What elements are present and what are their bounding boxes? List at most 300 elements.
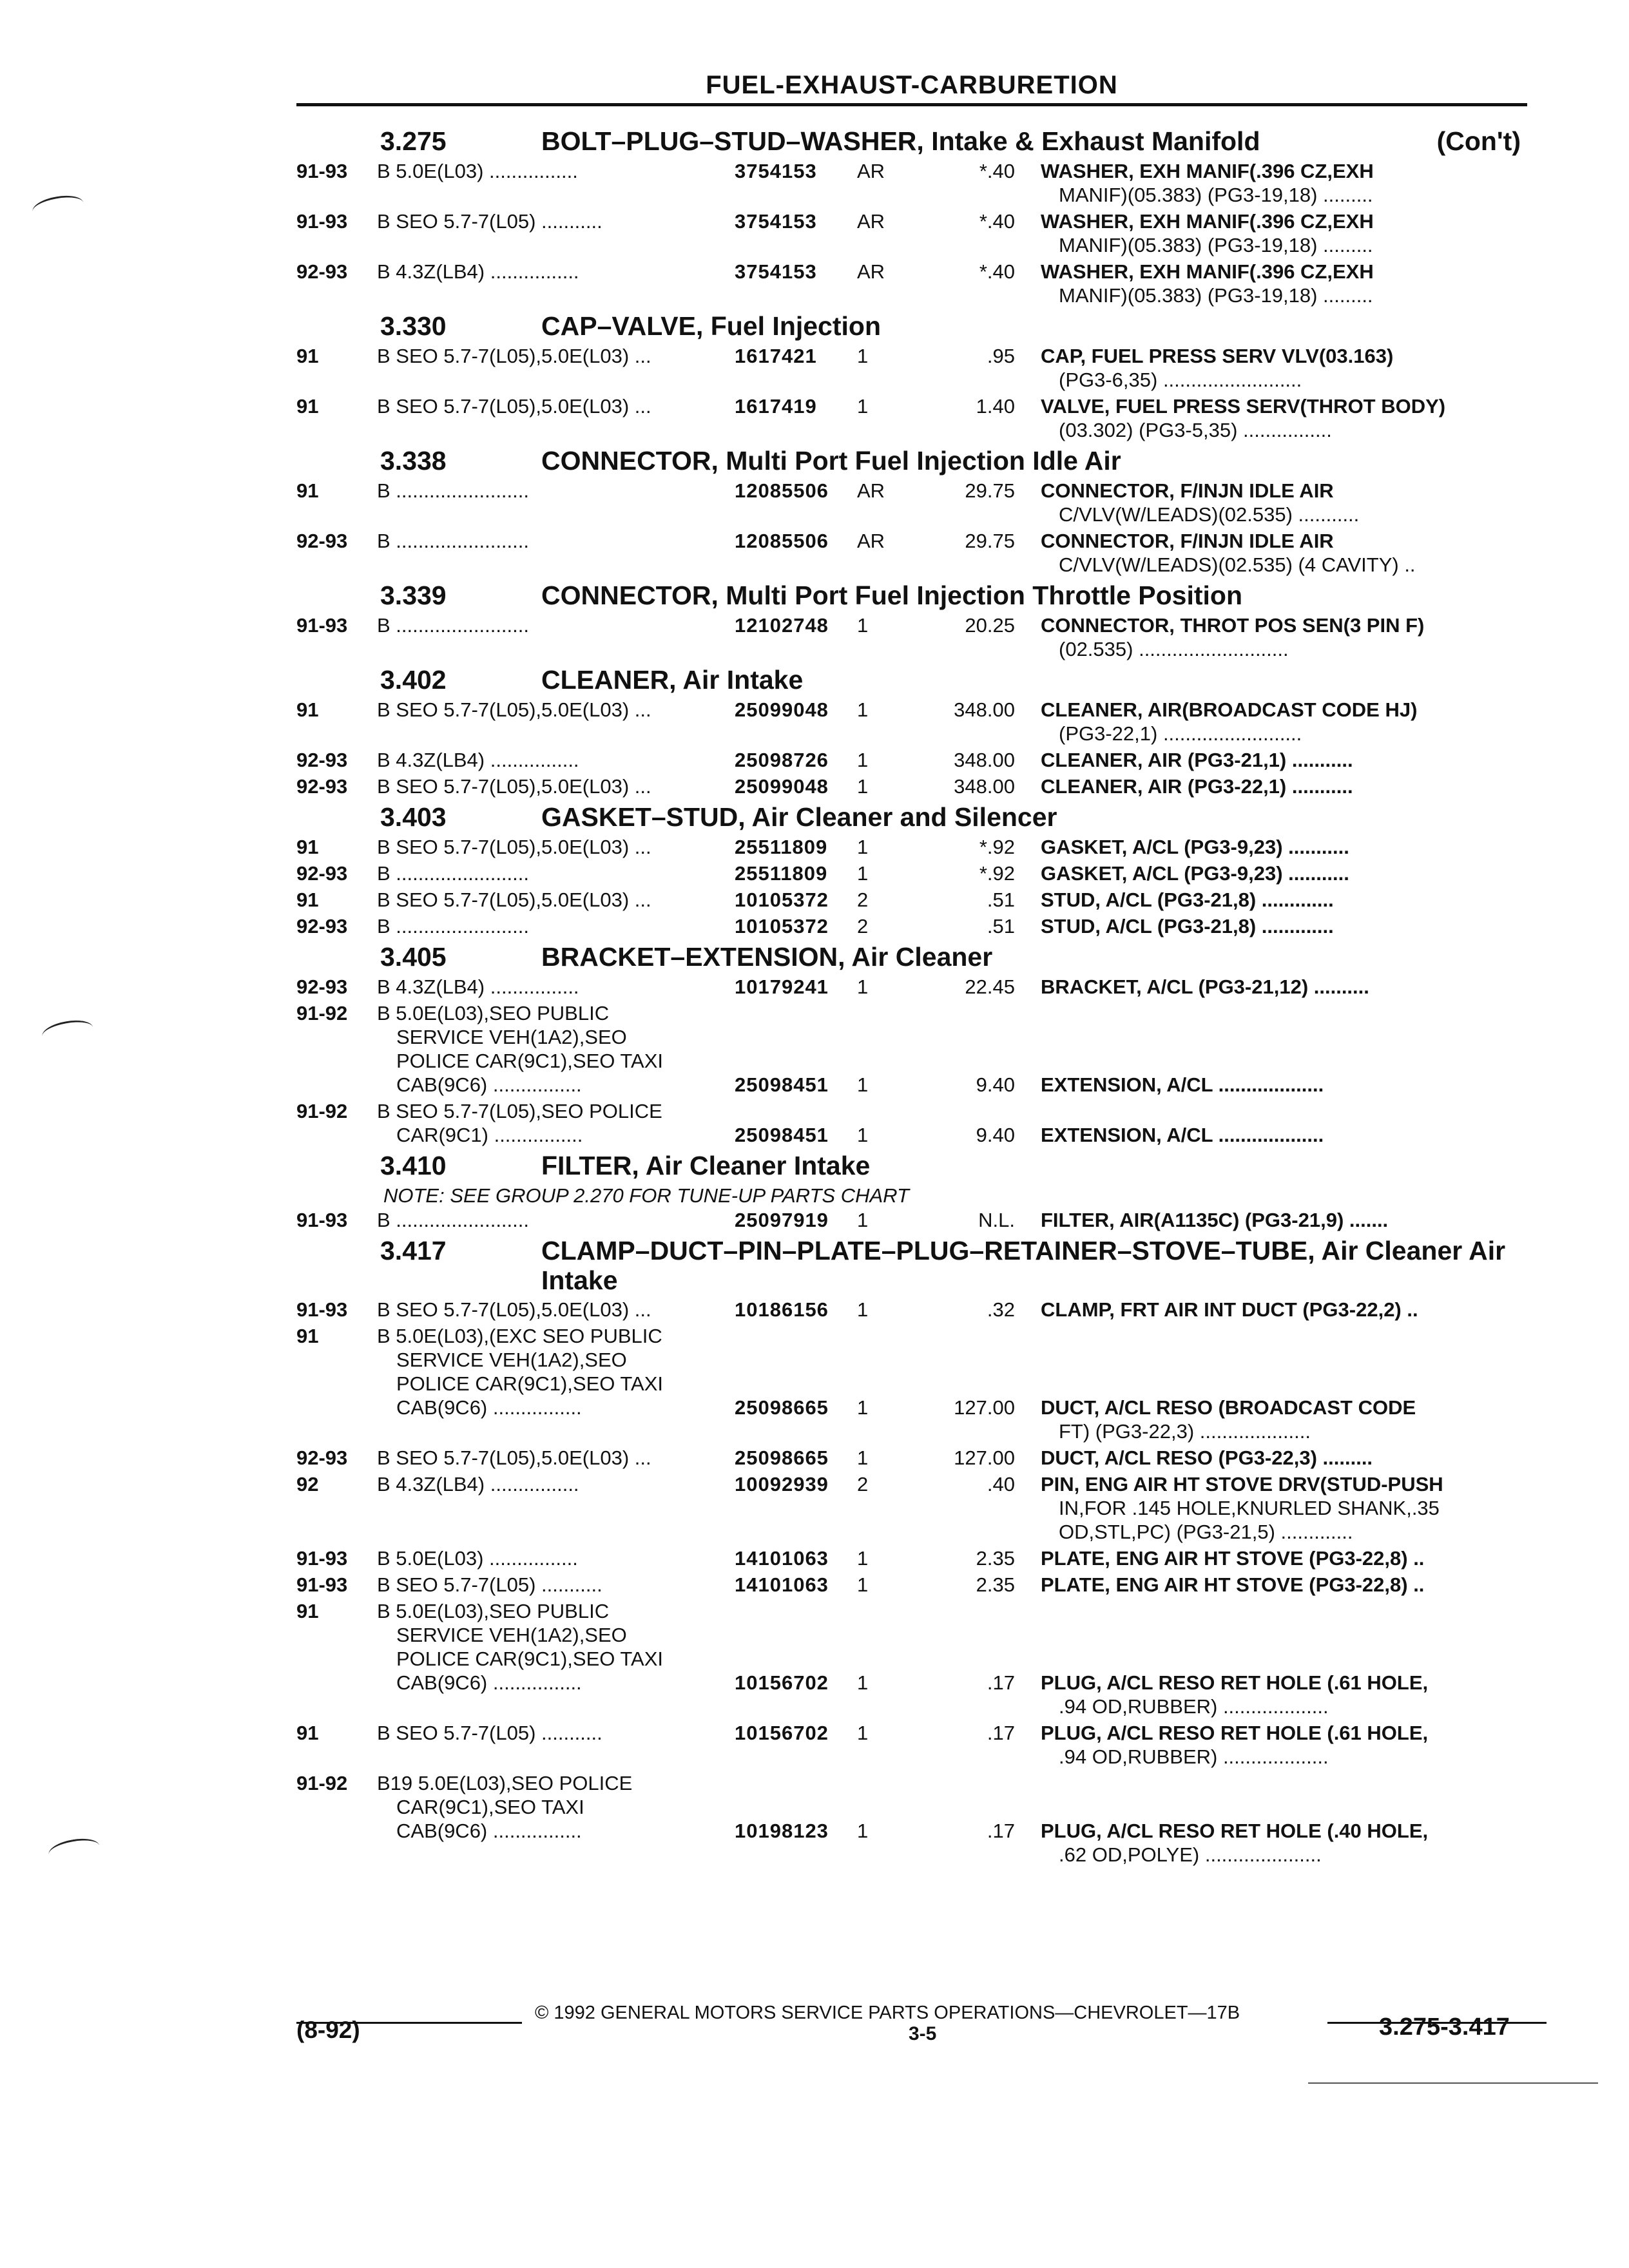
- description: [1041, 698, 1547, 745]
- application-line: B SEO 5.7-7(L05),5.0E(L03) ...: [377, 698, 651, 721]
- price: 9.40: [976, 1124, 1015, 1146]
- description-line: STUD, A/CL (PG3-21,8) .............: [1041, 889, 1334, 911]
- quantity: 1: [857, 1573, 869, 1596]
- part-number: 25511809: [735, 862, 828, 885]
- description-line: MANIF)(05.383) (PG3-19,18) .........: [1059, 284, 1373, 307]
- section-3-275: [296, 126, 1547, 307]
- description-line: EXTENSION, A/CL ...................: [1041, 1124, 1324, 1146]
- part-number: 10092939: [735, 1473, 829, 1495]
- part-number: 10156702: [735, 1671, 829, 1694]
- part-row: [296, 344, 1547, 392]
- application: [377, 1298, 735, 1321]
- section-title: [296, 581, 1547, 611]
- description: [1041, 344, 1547, 392]
- application: [377, 1721, 735, 1745]
- description-line: .94 OD,RUBBER) ...................: [1059, 1745, 1329, 1768]
- description: [1041, 209, 1547, 257]
- description: [1041, 1324, 1547, 1443]
- model-years: 91-93: [296, 1547, 348, 1570]
- section-3-417: [296, 1236, 1547, 1867]
- description: [1041, 888, 1547, 912]
- model-years: 91: [296, 1325, 319, 1347]
- description: [1041, 1599, 1547, 1718]
- part-number: 14101063: [735, 1547, 829, 1570]
- part-number: 25097919: [735, 1209, 829, 1231]
- part-row: [296, 914, 1547, 938]
- description: [1041, 1001, 1547, 1097]
- section-title: [296, 1151, 1547, 1181]
- quantity: AR: [857, 160, 885, 182]
- quantity: 1: [857, 1209, 869, 1231]
- description-line: MANIF)(05.383) (PG3-19,18) .........: [1059, 184, 1373, 206]
- section-3-330: [296, 311, 1547, 442]
- description-line: FILTER, AIR(A1135C) (PG3-21,9) .......: [1041, 1209, 1389, 1231]
- price: 22.45: [965, 975, 1015, 998]
- description-line: STUD, A/CL (PG3-21,8) .............: [1041, 915, 1334, 937]
- section-title: [296, 665, 1547, 695]
- part-number: 14101063: [735, 1573, 829, 1596]
- price: 1.40: [976, 395, 1015, 418]
- quantity: 1: [857, 1722, 869, 1744]
- application-line: B SEO 5.7-7(L05) ...........: [377, 1573, 602, 1596]
- description: [1041, 748, 1547, 772]
- application-line: POLICE CAR(9C1),SEO TAXI: [396, 1372, 664, 1395]
- description: [1041, 1771, 1547, 1867]
- application-line: B ........................: [377, 530, 529, 552]
- quantity: 1: [857, 614, 869, 637]
- application-line: B 5.0E(L03),SEO PUBLIC: [377, 1002, 610, 1024]
- section-title: [296, 942, 1547, 972]
- application-line: POLICE CAR(9C1),SEO TAXI: [396, 1050, 664, 1072]
- description-line: GASKET, A/CL (PG3-9,23) ...........: [1041, 862, 1349, 885]
- quantity: 1: [857, 836, 869, 858]
- application-line: B 4.3Z(LB4) ................: [377, 260, 579, 283]
- price: 29.75: [965, 479, 1015, 502]
- section-3-405: [296, 942, 1547, 1147]
- application-line: B 5.0E(L03),SEO PUBLIC: [377, 1600, 610, 1622]
- section-number: 3.403: [380, 802, 447, 832]
- quantity: 1: [857, 975, 869, 998]
- application-line: B SEO 5.7-7(L05),5.0E(L03) ...: [377, 889, 651, 911]
- application: [377, 479, 735, 503]
- model-years: 91: [296, 1722, 319, 1744]
- section-3-403: [296, 802, 1547, 938]
- part-number: 10156702: [735, 1722, 829, 1744]
- section-range: 3.275-3.417: [1379, 2013, 1510, 2041]
- part-number: 25511809: [735, 836, 828, 858]
- price: 20.25: [965, 614, 1015, 637]
- description-line: WASHER, EXH MANIF(.396 CZ,EXH: [1041, 160, 1374, 182]
- application: [377, 613, 735, 637]
- model-years: 91-93: [296, 614, 348, 637]
- price: .95: [987, 345, 1015, 367]
- model-years: 92-93: [296, 775, 348, 798]
- part-row: [296, 1721, 1547, 1769]
- description-line: EXTENSION, A/CL ...................: [1041, 1073, 1324, 1096]
- application-line: CAB(9C6) ................: [396, 1671, 582, 1694]
- description: [1041, 914, 1547, 938]
- application-line: B SEO 5.7-7(L05),5.0E(L03) ...: [377, 1298, 651, 1321]
- model-years: 91-93: [296, 1573, 348, 1596]
- application: [377, 1472, 735, 1496]
- quantity: 1: [857, 1396, 869, 1419]
- section-number: 3.410: [380, 1151, 447, 1180]
- application: [377, 888, 735, 912]
- part-number: 1617419: [735, 395, 817, 418]
- description-line: CLEANER, AIR(BROADCAST CODE HJ): [1041, 698, 1418, 721]
- quantity: 1: [857, 749, 869, 771]
- application: [377, 1771, 735, 1843]
- model-years: 91-93: [296, 1298, 348, 1321]
- application-line: B 4.3Z(LB4) ................: [377, 749, 579, 771]
- price: .51: [987, 889, 1015, 911]
- quantity: 1: [857, 1547, 869, 1570]
- section-title: [296, 126, 1547, 157]
- application-line: B 5.0E(L03) ................: [377, 1547, 578, 1570]
- part-number: 3754153: [735, 160, 817, 182]
- part-number: 25098451: [735, 1073, 829, 1096]
- price: 127.00: [954, 1396, 1015, 1419]
- application: [377, 1099, 735, 1147]
- application-line: B SEO 5.7-7(L05),5.0E(L03) ...: [377, 395, 651, 418]
- quantity: 1: [857, 698, 869, 721]
- application: [377, 159, 735, 183]
- quantity: 1: [857, 395, 869, 418]
- application-line: CAB(9C6) ................: [396, 1073, 582, 1096]
- model-years: 92: [296, 1473, 319, 1495]
- application-line: B 5.0E(L03),(EXC SEO PUBLIC: [377, 1325, 662, 1347]
- description-line: VALVE, FUEL PRESS SERV(THROT BODY): [1041, 395, 1446, 418]
- model-years: 91-92: [296, 1772, 348, 1794]
- application: [377, 748, 735, 772]
- quantity: AR: [857, 479, 885, 502]
- punch-mark: [41, 1017, 95, 1046]
- description-line: CLEANER, AIR (PG3-22,1) ...........: [1041, 775, 1353, 798]
- model-years: 91: [296, 479, 319, 502]
- application-line: B 4.3Z(LB4) ................: [377, 1473, 579, 1495]
- model-years: 91: [296, 698, 319, 721]
- section-title: [296, 446, 1547, 476]
- section-3-402: [296, 665, 1547, 798]
- price: *.40: [979, 260, 1015, 283]
- application-line: B SEO 5.7-7(L05) ...........: [377, 210, 602, 233]
- part-row: [296, 1324, 1547, 1443]
- application: [377, 914, 735, 938]
- description: [1041, 774, 1547, 798]
- application-line: B ........................: [377, 1209, 529, 1231]
- section-note: NOTE: SEE GROUP 2.270 FOR TUNE-UP PARTS CHART: [383, 1184, 909, 1207]
- section-heading: CAP–VALVE, Fuel Injection: [541, 311, 881, 341]
- description-line: DUCT, A/CL RESO (PG3-22,3) .........: [1041, 1446, 1373, 1469]
- application: [377, 529, 735, 553]
- description-line: PIN, ENG AIR HT STOVE DRV(STUD-PUSH: [1041, 1473, 1443, 1495]
- description: [1041, 529, 1547, 577]
- part-row: [296, 1208, 1547, 1232]
- section-heading: CLAMP–DUCT–PIN–PLATE–PLUG–RETAINER–STOVE–TUBE, Air Cleaner Air Intake: [541, 1236, 1506, 1295]
- quantity: AR: [857, 260, 885, 283]
- model-years: 92-93: [296, 915, 348, 937]
- part-number: 25098665: [735, 1396, 829, 1419]
- quantity: 1: [857, 1820, 869, 1842]
- description: [1041, 1298, 1547, 1321]
- model-years: 92-93: [296, 1446, 348, 1469]
- quantity: 1: [857, 1671, 869, 1694]
- model-years: 91-93: [296, 210, 348, 233]
- application-line: B SEO 5.7-7(L05),5.0E(L03) ...: [377, 775, 651, 798]
- section-heading: BRACKET–EXTENSION, Air Cleaner: [541, 942, 993, 972]
- description-line: IN,FOR .145 HOLE,KNURLED SHANK,.35: [1059, 1497, 1440, 1519]
- application-line: B SEO 5.7-7(L05),SEO POLICE: [377, 1100, 662, 1122]
- part-row: [296, 1001, 1547, 1097]
- application: [377, 835, 735, 859]
- application: [377, 1546, 735, 1570]
- section-title: [296, 1236, 1547, 1295]
- description-line: PLUG, A/CL RESO RET HOLE (.61 HOLE,: [1041, 1722, 1429, 1744]
- section-number: 3.339: [380, 581, 447, 610]
- application-line: B ........................: [377, 915, 529, 937]
- section-number: 3.417: [380, 1236, 447, 1265]
- description-line: (PG3-22,1) .........................: [1059, 722, 1302, 745]
- price: 348.00: [954, 698, 1015, 721]
- model-years: 91-92: [296, 1100, 348, 1122]
- application-line: SERVICE VEH(1A2),SEO: [396, 1624, 627, 1646]
- quantity: 1: [857, 1073, 869, 1096]
- price: *.92: [979, 862, 1015, 885]
- part-number: 10186156: [735, 1298, 829, 1321]
- model-years: 92-93: [296, 975, 348, 998]
- bottom-rule: [1308, 2082, 1598, 2084]
- price: .32: [987, 1298, 1015, 1321]
- part-number: 25098451: [735, 1124, 829, 1146]
- description-line: GASKET, A/CL (PG3-9,23) ...........: [1041, 836, 1349, 858]
- description-line: PLATE, ENG AIR HT STOVE (PG3-22,8) ..: [1041, 1547, 1425, 1570]
- application: [377, 1208, 735, 1232]
- application: [377, 698, 735, 722]
- application-line: B ........................: [377, 479, 529, 502]
- application: [377, 1446, 735, 1470]
- description: [1041, 1721, 1547, 1769]
- quantity: 1: [857, 345, 869, 367]
- quantity: 1: [857, 862, 869, 885]
- part-number: 3754153: [735, 210, 817, 233]
- part-number: 1617421: [735, 345, 817, 367]
- price: 29.75: [965, 530, 1015, 552]
- description: [1041, 1208, 1547, 1232]
- description-line: OD,STL,PC) (PG3-21,5) .............: [1059, 1521, 1353, 1543]
- model-years: 91-93: [296, 1209, 348, 1231]
- description: [1041, 613, 1547, 661]
- part-row: [296, 1472, 1547, 1544]
- description-line: PLATE, ENG AIR HT STOVE (PG3-22,8) ..: [1041, 1573, 1425, 1596]
- price: .17: [987, 1671, 1015, 1694]
- punch-mark: [31, 192, 86, 222]
- application-line: B SEO 5.7-7(L05),5.0E(L03) ...: [377, 1446, 651, 1469]
- description: [1041, 159, 1547, 207]
- page-number: 3-5: [909, 2023, 937, 2044]
- price: *.40: [979, 160, 1015, 182]
- part-row: [296, 1573, 1547, 1597]
- part-row: [296, 698, 1547, 745]
- section-number: 3.402: [380, 665, 447, 695]
- price: 348.00: [954, 775, 1015, 798]
- part-number: 10198123: [735, 1820, 829, 1842]
- part-number: 25098665: [735, 1446, 829, 1469]
- page-header: FUEL-EXHAUST-CARBURETION: [706, 71, 1118, 99]
- application-line: B SEO 5.7-7(L05),5.0E(L03) ...: [377, 836, 651, 858]
- application-line: B ........................: [377, 614, 529, 637]
- revision-date: (8-92): [296, 2017, 360, 2043]
- description-line: WASHER, EXH MANIF(.396 CZ,EXH: [1041, 260, 1374, 283]
- quantity: 2: [857, 889, 869, 911]
- application-line: CAB(9C6) ................: [396, 1396, 582, 1419]
- section-heading: CONNECTOR, Multi Port Fuel Injection Throttle Position: [541, 581, 1243, 610]
- model-years: 92-93: [296, 862, 348, 885]
- price: 127.00: [954, 1446, 1015, 1469]
- quantity: 1: [857, 1446, 869, 1469]
- part-row: [296, 748, 1547, 772]
- model-years: 92-93: [296, 530, 348, 552]
- description-line: CLAMP, FRT AIR INT DUCT (PG3-22,2) ..: [1041, 1298, 1418, 1321]
- model-years: 91: [296, 345, 319, 367]
- model-years: 92-93: [296, 260, 348, 283]
- description: [1041, 1446, 1547, 1470]
- part-row: [296, 529, 1547, 577]
- part-row: [296, 975, 1547, 999]
- part-row: [296, 1298, 1547, 1321]
- description: [1041, 1573, 1547, 1597]
- description-line: C/VLV(W/LEADS)(02.535) ...........: [1059, 503, 1360, 526]
- section-title: [296, 311, 1547, 341]
- copyright-text: © 1992 GENERAL MOTORS SERVICE PARTS OPERATIONS—CHEVROLET—17B: [535, 2003, 1240, 2023]
- description-line: CAP, FUEL PRESS SERV VLV(03.163): [1041, 345, 1394, 367]
- continued-label: (Con't): [1436, 126, 1521, 156]
- description-line: C/VLV(W/LEADS)(02.535) (4 CAVITY) ..: [1059, 553, 1416, 576]
- section-title: [296, 802, 1547, 832]
- application-line: CAR(9C1),SEO TAXI: [396, 1796, 584, 1818]
- application: [377, 344, 735, 368]
- part-number: 3754153: [735, 260, 817, 283]
- section-3-338: [296, 446, 1547, 577]
- part-row: [296, 861, 1547, 885]
- part-row: [296, 613, 1547, 661]
- section-number: 3.275: [380, 126, 447, 156]
- part-row: [296, 888, 1547, 912]
- application-line: B 5.0E(L03) ................: [377, 160, 578, 182]
- model-years: 91: [296, 889, 319, 911]
- application-line: SERVICE VEH(1A2),SEO: [396, 1026, 627, 1048]
- application-line: SERVICE VEH(1A2),SEO: [396, 1349, 627, 1371]
- part-number: 10105372: [735, 915, 829, 937]
- part-number: 12102748: [735, 614, 829, 637]
- part-number: 25099048: [735, 775, 829, 798]
- price: *.40: [979, 210, 1015, 233]
- part-row: [296, 1446, 1547, 1470]
- price: .51: [987, 915, 1015, 937]
- part-row: [296, 1546, 1547, 1570]
- application: [377, 209, 735, 233]
- price: 2.35: [976, 1573, 1015, 1596]
- description-line: CONNECTOR, F/INJN IDLE AIR: [1041, 479, 1334, 502]
- price: 9.40: [976, 1073, 1015, 1096]
- part-number: 25099048: [735, 698, 829, 721]
- quantity: 2: [857, 1473, 869, 1495]
- section-heading: FILTER, Air Cleaner Intake: [541, 1151, 871, 1180]
- section-number: 3.405: [380, 942, 447, 972]
- application: [377, 774, 735, 798]
- price: .17: [987, 1722, 1015, 1744]
- part-row: [296, 159, 1547, 207]
- part-row: [296, 1099, 1547, 1147]
- section-number: 3.330: [380, 311, 447, 341]
- description-line: BRACKET, A/CL (PG3-21,12) ..........: [1041, 975, 1369, 998]
- description: [1041, 1472, 1547, 1544]
- application-line: CAR(9C1) ................: [396, 1124, 583, 1146]
- model-years: 91: [296, 836, 319, 858]
- parts-listing: [296, 122, 1547, 1869]
- quantity: 1: [857, 1124, 869, 1146]
- application: [377, 861, 735, 885]
- part-row: [296, 1771, 1547, 1867]
- description-line: WASHER, EXH MANIF(.396 CZ,EXH: [1041, 210, 1374, 233]
- model-years: 91-92: [296, 1002, 348, 1024]
- description-line: (02.535) ...........................: [1059, 638, 1289, 660]
- section-heading: CLEANER, Air Intake: [541, 665, 804, 695]
- part-number: 25098726: [735, 749, 829, 771]
- application-line: B19 5.0E(L03),SEO POLICE: [377, 1772, 633, 1794]
- price: .17: [987, 1820, 1015, 1842]
- section-3-410: [296, 1151, 1547, 1232]
- description-line: CONNECTOR, F/INJN IDLE AIR: [1041, 530, 1334, 552]
- part-row: [296, 260, 1547, 307]
- description-line: FT) (PG3-22,3) ....................: [1059, 1420, 1311, 1443]
- part-number: 12085506: [735, 530, 829, 552]
- description: [1041, 394, 1547, 442]
- application-line: CAB(9C6) ................: [396, 1820, 582, 1842]
- application: [377, 1324, 735, 1419]
- description: [1041, 975, 1547, 999]
- description-line: .94 OD,RUBBER) ...................: [1059, 1695, 1329, 1718]
- application-line: B ........................: [377, 862, 529, 885]
- description: [1041, 1546, 1547, 1570]
- description-line: .62 OD,POLYE) .....................: [1059, 1843, 1322, 1866]
- description: [1041, 479, 1547, 526]
- price: 2.35: [976, 1547, 1015, 1570]
- price: N.L.: [978, 1209, 1015, 1231]
- application: [377, 1001, 735, 1097]
- description-line: PLUG, A/CL RESO RET HOLE (.40 HOLE,: [1041, 1820, 1429, 1842]
- description: [1041, 835, 1547, 859]
- part-number: 10105372: [735, 889, 829, 911]
- quantity: 1: [857, 1298, 869, 1321]
- description-line: (PG3-6,35) .........................: [1059, 369, 1302, 391]
- description: [1041, 861, 1547, 885]
- part-row: [296, 209, 1547, 257]
- part-row: [296, 835, 1547, 859]
- price: 348.00: [954, 749, 1015, 771]
- description: [1041, 260, 1547, 307]
- application-line: B 4.3Z(LB4) ................: [377, 975, 579, 998]
- description-line: (03.302) (PG3-5,35) ................: [1059, 419, 1332, 441]
- description-line: CONNECTOR, THROT POS SEN(3 PIN F): [1041, 614, 1425, 637]
- description-line: CLEANER, AIR (PG3-21,1) ...........: [1041, 749, 1353, 771]
- model-years: 91-93: [296, 160, 348, 182]
- section-3-339: [296, 581, 1547, 661]
- application: [377, 975, 735, 999]
- quantity: AR: [857, 210, 885, 233]
- section-heading: CONNECTOR, Multi Port Fuel Injection Idle Air: [541, 446, 1121, 476]
- part-row: [296, 774, 1547, 798]
- application-line: B SEO 5.7-7(L05),5.0E(L03) ...: [377, 345, 651, 367]
